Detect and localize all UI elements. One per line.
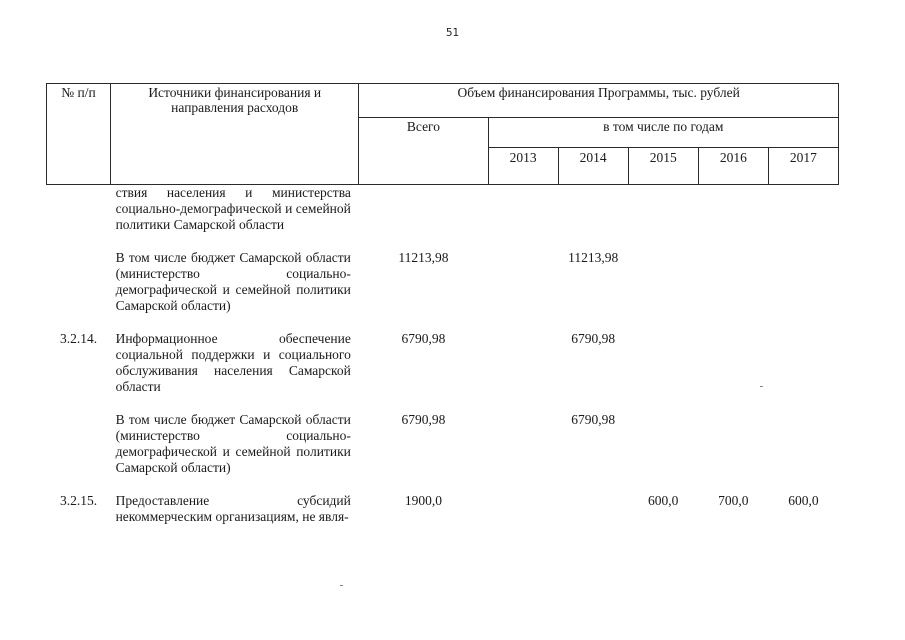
row-num: 3.2.14. [59,331,98,346]
row-source: В том числе бюджет Самарской области (министерство социально-демографической и семейной политики Самарской области) [115,412,351,475]
table-row [47,412,839,476]
table-row [47,185,839,234]
table-row [47,250,839,314]
row-2017 [768,412,838,476]
row-2016 [698,331,768,395]
header-year-2016: 2016 [698,148,768,185]
header-source: Источники финансирования и направления расходов [111,84,359,185]
row-spacer [47,395,839,412]
row-2015 [628,250,698,314]
row-2016 [698,250,768,314]
row-2013 [488,185,558,234]
row-num [47,185,111,234]
row-spacer [47,476,839,493]
row-2014: 11213,98 [568,250,619,265]
header-year-2017: 2017 [768,148,838,185]
row-2016 [698,412,768,476]
table-row [47,493,839,525]
scan-speck [340,585,343,586]
page-number: 51 [445,27,460,39]
row-2017 [768,185,838,234]
row-2015 [628,331,698,395]
financing-table [46,83,839,525]
row-num [47,412,111,476]
row-num [47,250,111,314]
row-2014 [558,493,628,525]
row-total: 1900,0 [404,493,443,508]
header-by-years: в том числе по годам [488,118,838,148]
row-2017: 600,0 [788,493,819,508]
row-2013 [488,493,558,525]
row-source: ствия населения и министерства социально-демографической и семейной политики Самарской области [115,185,351,232]
row-2015 [628,185,698,234]
row-2017 [768,250,838,314]
header-volume: Объем финансирования Программы, тыс. рублей [359,84,839,118]
row-total: 6790,98 [401,412,446,427]
table-header [47,84,839,185]
table-row [47,331,839,395]
row-2013 [488,250,558,314]
row-total: 6790,98 [401,331,446,346]
row-source: Предоставление субсидий некоммерческим организациям, не явля- [115,493,351,524]
scan-speck [760,386,763,387]
header-total: Всего [359,118,488,185]
row-2015: 600,0 [648,493,679,508]
row-spacer [47,314,839,331]
row-2016 [698,185,768,234]
header-num: № п/п [47,84,111,185]
row-2017 [768,331,838,395]
row-2016: 700,0 [718,493,749,508]
row-2014 [558,185,628,234]
row-source: В том числе бюджет Самарской области (министерство социально-демографической и семейной политики Самарской области) [115,250,351,313]
table-body [47,185,839,526]
row-total [359,185,488,234]
header-year-2015: 2015 [628,148,698,185]
row-2013 [488,331,558,395]
row-2015 [628,412,698,476]
row-source: Информационное обеспечение социальной поддержки и социального обслуживания населения Самарской области [115,331,351,394]
row-2013 [488,412,558,476]
header-year-2014: 2014 [558,148,628,185]
row-total: 11213,98 [398,250,449,265]
row-spacer [47,233,839,250]
row-2014: 6790,98 [571,412,616,427]
header-year-2013: 2013 [488,148,558,185]
row-2014: 6790,98 [571,331,616,346]
row-num: 3.2.15. [59,493,98,508]
